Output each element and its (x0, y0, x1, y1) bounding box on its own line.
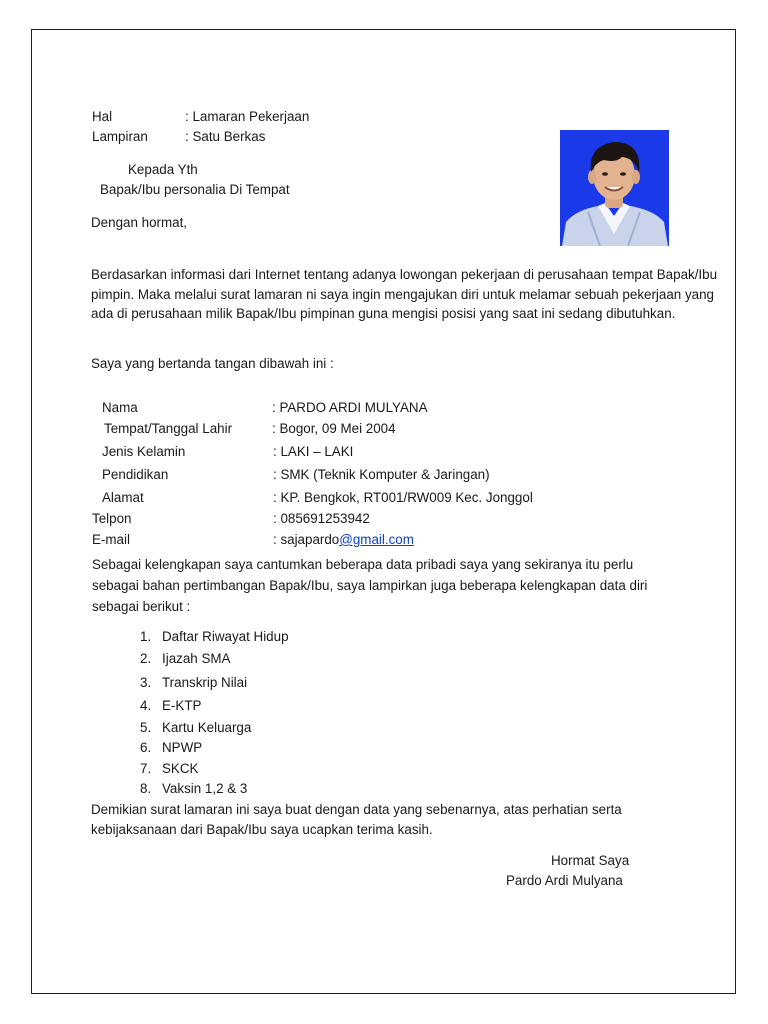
email-link[interactable]: @gmail.com (339, 532, 414, 547)
list-item: 2. Ijazah SMA (140, 651, 231, 666)
applicant-portrait-icon (560, 130, 669, 246)
applicant-photo (560, 130, 669, 246)
hal-label: Hal (92, 109, 113, 124)
detail-value-nama: : PARDO ARDI MULYANA (272, 400, 428, 415)
signature-closing: Hormat Saya (551, 853, 630, 868)
list-item: 7. SKCK (140, 761, 199, 776)
detail-label-ttl: Tempat/Tanggal Lahir (104, 421, 233, 436)
detail-value-address: : KP. Bengkok, RT001/RW009 Kec. Jonggol (273, 490, 533, 505)
lampiran-value: : Satu Berkas (185, 129, 266, 144)
closing-paragraph: Demikian surat lamaran ini saya buat dengan data yang sebenarnya, atas perhatian serta kebijaksanaan dari Bapak/Ibu saya ucapkan terima kasih. (91, 802, 622, 837)
list-item: 8. Vaksin 1,2 & 3 (140, 781, 248, 796)
detail-value-gender: : LAKI – LAKI (273, 444, 354, 459)
email-prefix: : sajapardo (273, 532, 340, 547)
detail-value-email (273, 531, 414, 549)
signer-intro: Saya yang bertanda tangan dibawah ini : (91, 356, 334, 371)
hal-value: : Lamaran Pekerjaan (185, 109, 310, 124)
detail-label-email: E-mail (92, 532, 130, 547)
attachments-paragraph: Sebagai kelengkapan saya cantumkan beberapa data pribadi saya yang sekiranya itu perlu sebagai bahan pertimbangan Bapak/Ibu, saya lampirkan juga beberapa kelengkapan data diri sebagai berikut : (92, 557, 648, 614)
greeting: Dengan hormat, (91, 215, 188, 230)
detail-value-phone: : 085691253942 (273, 511, 370, 526)
detail-value-education: : SMK (Teknik Komputer & Jaringan) (273, 467, 490, 482)
detail-label-gender: Jenis Kelamin (102, 444, 186, 459)
detail-value-ttl: : Bogor, 09 Mei 2004 (272, 421, 396, 436)
detail-label-address: Alamat (102, 490, 144, 505)
detail-label-nama: Nama (102, 400, 138, 415)
detail-label-education: Pendidikan (102, 467, 169, 482)
detail-label-phone: Telpon (92, 511, 132, 526)
list-item: 6. NPWP (140, 740, 203, 755)
list-item: 5. Kartu Keluarga (140, 720, 252, 735)
list-item: 1. Daftar Riwayat Hidup (140, 629, 289, 644)
list-item: 4. E-KTP (140, 698, 202, 713)
recipient-line-2: Bapak/Ibu personalia Di Tempat (100, 182, 290, 197)
lampiran-label: Lampiran (92, 129, 148, 144)
recipient-line-1: Kepada Yth (128, 162, 198, 177)
list-item: 3. Transkrip Nilai (140, 675, 248, 690)
signature-name: Pardo Ardi Mulyana (506, 873, 623, 888)
intro-paragraph: Berdasarkan informasi dari Internet tentang adanya lowongan pekerjaan di perusahaan tempat Bapak/Ibu pimpin. Maka melalui surat lamaran ni saya ingin mengajukan diri untuk melamar sebuah pekerjaan yang ada di perusahaan milik Bapak/Ibu pimpinan guna mengisi posisi yang saat ini sedang dibutuhkan. (91, 267, 718, 321)
